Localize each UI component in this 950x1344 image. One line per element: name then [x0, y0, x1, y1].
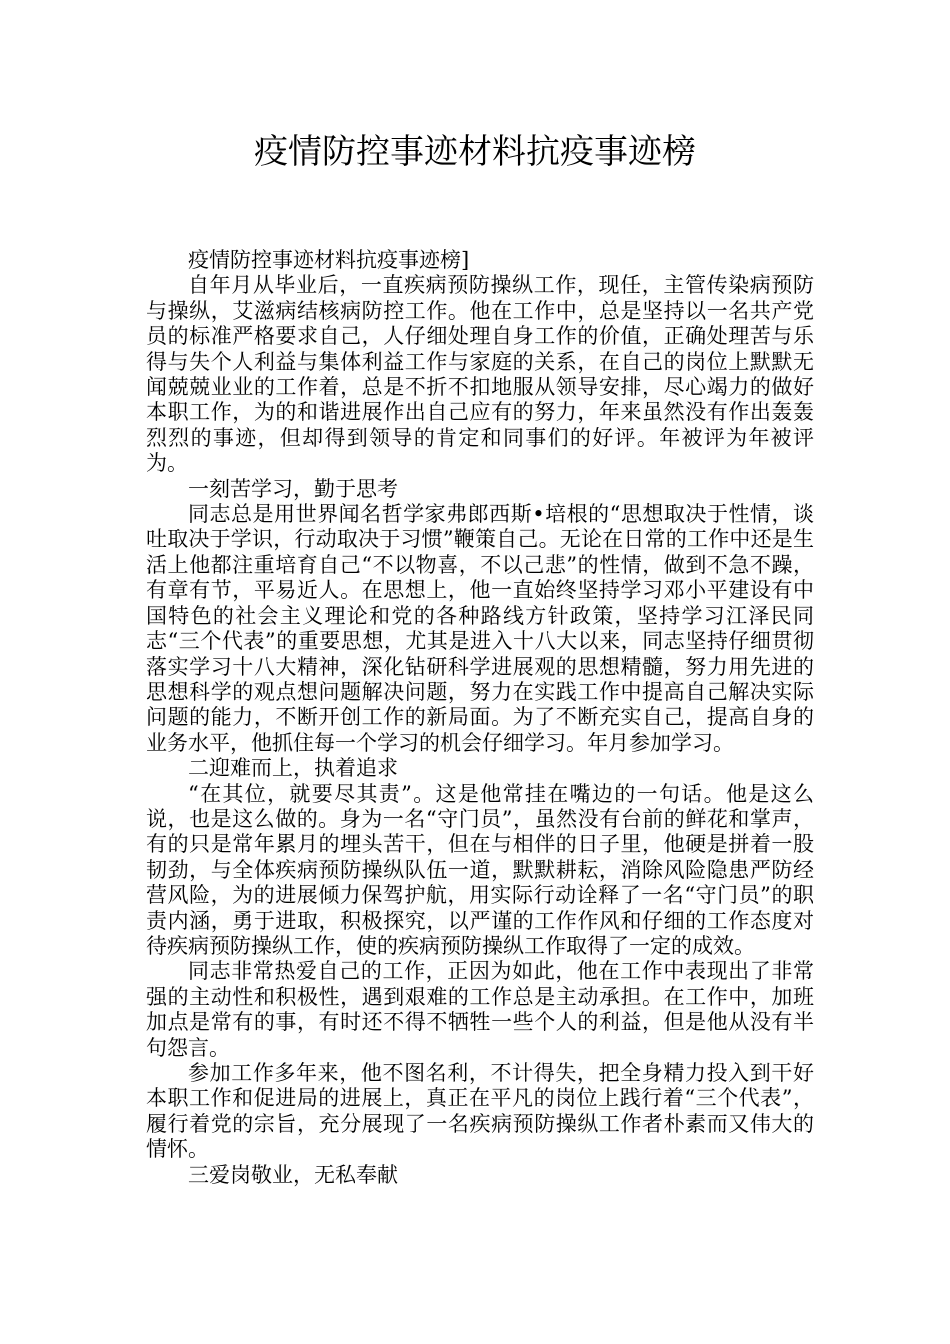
paragraph-intro: 自年月从毕业后，一直疾病预防操纵工作，现任，主管传染病预防与操纵，艾滋病结核病防控工作。他在工作中，总是坚持以一名共产党员的标准严格要求自己，人仔细处理自身工作的价值，正确处理苦与乐得与失个人利益与集体利益工作与家庭的关系，在自己的岗位上默默无闻兢兢业业的工作着，总是不折不扣地服从领导安排，尽心竭力的做好本职工作，为的和谐进展作出自己应有的努力，年来虽然没有作出轰轰烈烈的事迹，但却得到领导的肯定和同事们的好评。年被评为年被评为。: [146, 273, 814, 476]
document-title: 疫情防控事迹材料抗疫事迹榜: [254, 132, 696, 172]
paragraph-section-2b: 同志非常热爱自己的工作，正因为如此，他在工作中表现出了非常强的主动性和积极性，遇到艰难的工作总是主动承担。在工作中，加班加点是常有的事，有时还不得不牺牲一些个人的利益，但是他从没有半句怨言。: [146, 959, 814, 1060]
section-heading-1: 一刻苦学习，勤于思考: [188, 476, 398, 501]
paragraph-section-1: 同志总是用世界闻名哲学家弗郎西斯•培根的“思想取决于性情，谈吐取决于学识，行动取决于习惯”鞭策自己。无论在日常的工作中还是生活上他都注重培育自己“不以物喜，不以己悲”的性情，做到不急不躁，有章有节，平易近人。在思想上，他一直始终坚持学习邓小平建设有中国特色的社会主义理论和党的各种路线方针政策，坚持学习江泽民同志“三个代表”的重要思想，尤其是进入十八大以来，同志坚持仔细贯彻落实学习十八大精神，深化钻研科学进展观的思想精髓，努力用先进的思想科学的观点想问题解决问题，努力在实践工作中提高自己解决实际问题的能力，不断开创工作的新局面。为了不断充实自己，提高自身的业务水平，他抓住每一个学习的机会仔细学习。年月参加学习。: [146, 502, 814, 755]
paragraph-section-2a: “在其位，就要尽其责”。这是他常挂在嘴边的一句话。他是这么说，也是这么做的。身为一名“守门员”，虽然没有台前的鲜花和掌声，有的只是常年累月的埋头苦干，但在与相伴的日子里，他硬是拼着一股韧劲，与全体疾病预防操纵队伍一道，默默耕耘，消除风险隐患严防经营风险，为的进展倾力保驾护航，用实际行动诠释了一名“守门员”的职责内涵，勇于进取，积极探究，以严谨的工作作风和仔细的工作态度对待疾病预防操纵工作，使的疾病预防操纵工作取得了一定的成效。: [146, 781, 814, 958]
section-heading-2: 二迎难而上，执着追求: [188, 756, 398, 781]
section-heading-3: 三爱岗敬业，无私奉献: [188, 1162, 398, 1187]
document-body: [146, 248, 814, 1188]
paragraph-subtitle: 疫情防控事迹材料抗疫事迹榜]: [188, 248, 470, 272]
paragraph-section-2c: 参加工作多年来，他不图名利，不计得失，把全身精力投入到干好本职工作和促进局的进展上，真正在平凡的岗位上践行着“三个代表”，履行着党的宗旨，充分展现了一名疾病预防操纵工作者朴素而又伟大的情怀。: [146, 1061, 814, 1162]
